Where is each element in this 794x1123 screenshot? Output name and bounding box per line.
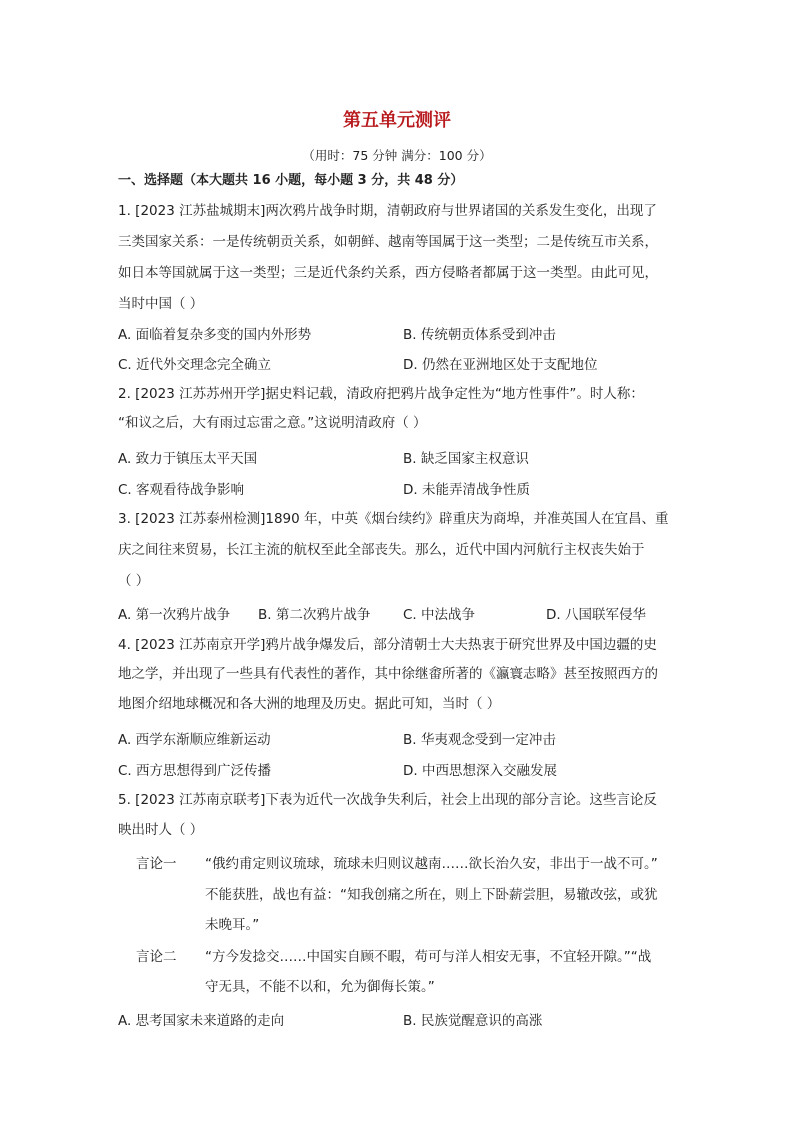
q4-stem-line: 地图介绍地球概况和各大洲的地理及历史。据此可知，当时（ ） xyxy=(118,696,501,712)
q4-stem-line: 地之学，并出现了一些具有代表性的著作，其中徐继畬所著的《瀛寰志略》甚至按照西方的 xyxy=(118,666,658,682)
q3-stem-line: 庆之间往来贸易，长江主流的航权至此全部丧失。那么，近代中国内河航行主权丧失始于 xyxy=(118,542,645,558)
q4-option-b[interactable]: B. 华夷观念受到一定冲击 xyxy=(403,732,556,748)
q3-option-a[interactable]: A. 第一次鸦片战争 xyxy=(118,607,231,623)
q1-option-c[interactable]: C. 近代外交理念完全确立 xyxy=(118,357,272,373)
q5-quote-label: 言论一 xyxy=(136,856,177,872)
q1-stem-line: 当时中国（ ） xyxy=(118,296,204,312)
q3-stem-line: （ ） xyxy=(118,573,150,589)
q5-quote-line: 未晚耳。” xyxy=(205,917,260,933)
q5-quote-label: 言论二 xyxy=(136,949,177,965)
q5-option-a[interactable]: A. 思考国家未来道路的走向 xyxy=(118,1013,285,1029)
q1-option-a[interactable]: A. 面临着复杂多变的国内外形势 xyxy=(118,327,312,343)
q4-option-a[interactable]: A. 西学东渐顺应维新运动 xyxy=(118,732,271,748)
q2-option-a[interactable]: A. 致力于镇压太平天国 xyxy=(118,451,258,467)
q1-stem-line: 三类国家关系：一是传统朝贡关系，如朝鲜、越南等国属于这一类型；二是传统互市关系， xyxy=(118,234,658,250)
exam-info: （用时：75 分钟 满分：100 分） xyxy=(302,148,492,163)
q5-quote-line: “方今发捻交……中国实自顾不暇，苟可与洋人相安无事，不宜轻开隙。”“战 xyxy=(205,949,652,965)
q5-quote-line: 不能获胜，战也有益：“知我创痛之所在，则上下卧薪尝胆，易辙改弦，或犹 xyxy=(205,887,658,903)
q1-stem-line: 如日本等国就属于这一类型；三是近代条约关系，西方侵略者都属于这一类型。由此可见， xyxy=(118,265,658,281)
q3-option-c[interactable]: C. 中法战争 xyxy=(403,607,476,623)
q2-option-b[interactable]: B. 缺乏国家主权意识 xyxy=(403,451,529,467)
q2-option-c[interactable]: C. 客观看待战争影响 xyxy=(118,482,245,498)
section-heading: 一、选择题（本大题共 16 小题，每小题 3 分，共 48 分） xyxy=(118,173,464,188)
q5-quote-line: 守无具，不能不以和，允为御侮长策。” xyxy=(205,979,435,995)
q3-option-d[interactable]: D. 八国联军侵华 xyxy=(546,607,646,623)
q4-option-c[interactable]: C. 西方思想得到广泛传播 xyxy=(118,763,272,779)
q1-option-d[interactable]: D. 仍然在亚洲地区处于支配地位 xyxy=(403,357,598,373)
q4-option-d[interactable]: D. 中西思想深入交融发展 xyxy=(403,763,557,779)
q1-option-b[interactable]: B. 传统朝贡体系受到冲击 xyxy=(403,327,556,343)
q5-stem-line: 5. [2023 江苏南京联考]下表为近代一次战争失利后，社会上出现的部分言论。这些言论反 xyxy=(118,792,657,808)
q5-stem-line: 映出时人（ ） xyxy=(118,822,204,838)
q3-stem-line: 3. [2023 江苏泰州检测]1890 年，中英《烟台续约》辟重庆为商埠，并准英国人在宜昌、重 xyxy=(118,511,669,527)
q2-option-d[interactable]: D. 未能弄清战争性质 xyxy=(403,482,530,498)
page-title: 第五单元测评 xyxy=(343,110,451,131)
q4-stem-line: 4. [2023 江苏南京开学]鸦片战争爆发后，部分清朝士大夫热衷于研究世界及中国边疆的史 xyxy=(118,637,657,653)
q1-stem-line: 1. [2023 江苏盐城期末]两次鸦片战争时期，清朝政府与世界诸国的关系发生变化，出现了 xyxy=(118,203,657,219)
q2-stem-line: 2. [2023 江苏苏州开学]据史料记载，清政府把鸦片战争定性为“地方性事件”。时人称： xyxy=(118,386,644,402)
q2-stem-line: “和议之后，大有雨过忘雷之意。”这说明清政府（ ） xyxy=(118,415,427,431)
q3-option-b[interactable]: B. 第二次鸦片战争 xyxy=(258,607,371,623)
q5-quote-line: “俄约甫定则议琉球，琉球未归则议越南……欲长治久安，非出于一战不可。” xyxy=(205,856,658,872)
q5-option-b[interactable]: B. 民族觉醒意识的高涨 xyxy=(403,1013,543,1029)
